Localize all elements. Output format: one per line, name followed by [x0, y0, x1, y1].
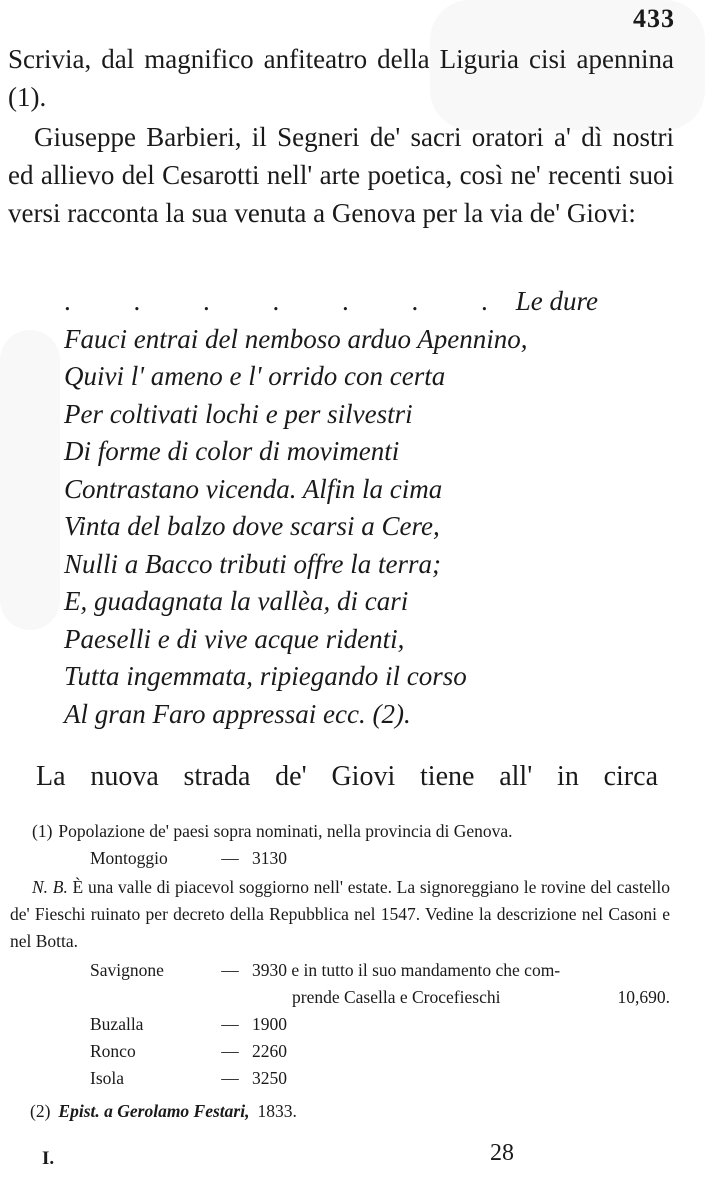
town-population: 3130	[252, 848, 287, 868]
scan-smudge	[0, 330, 60, 630]
footnote-year: 1833.	[257, 1101, 297, 1121]
footnote-marker: (2)	[30, 1101, 51, 1121]
poem-line: Paeselli e di vive acque ridenti,	[64, 623, 405, 654]
poem-line: Di forme di color di movimenti	[64, 436, 400, 466]
savignone-line-2	[90, 984, 670, 1011]
town-population: 3930 e in tutto il suo mandamento che com-	[252, 960, 561, 980]
poem-first-words: Le dure	[515, 286, 598, 316]
paragraph: Scrivia, dal magnifico anfiteatro della Liguria cisi apennina (1).	[8, 44, 674, 112]
footnote-title: Epist. a Gerolamo Festari,	[58, 1101, 250, 1121]
town-row	[10, 845, 670, 872]
town-population: 2260	[252, 1041, 287, 1061]
footnote-2	[10, 1098, 670, 1125]
nota-bene-label: N. B.	[32, 877, 68, 897]
paragraph: Giuseppe Barbieri, il Segneri de' sacri oratori a' dì nostri ed allievo del Cesarotti nell' arte poetica, così ne' recenti suoi versi racconta la sua venuta a Genova per la via de' Giovi:	[8, 122, 674, 228]
continuation-text: La nuova strada de' Giovi tiene all' in circa	[36, 761, 658, 792]
town-name: Montoggio	[90, 848, 168, 868]
poem-line: Quivi l' ameno e l' orrido con certa	[64, 361, 446, 391]
page-number: 433	[633, 4, 675, 33]
town-name: Ronco	[90, 1041, 136, 1061]
volume-signature: I.	[42, 1148, 55, 1169]
poem-line: Tutta ingemmata, ripiegando il corso	[64, 661, 467, 691]
main-text	[8, 40, 674, 232]
town-population: 1900	[252, 1014, 287, 1034]
town-row	[10, 1038, 670, 1065]
poem-quote	[64, 283, 664, 733]
poem-line: Per coltivati lochi e per silvestri	[64, 398, 413, 429]
town-dash: —	[221, 1014, 239, 1034]
poem-line: Contrastano vicenda. Alfin la cima	[64, 473, 443, 504]
town-dash: —	[221, 1068, 239, 1088]
town-name: Savignone	[90, 960, 164, 980]
footnotes	[10, 818, 670, 1125]
poem-ellipsis: . . . . . . .	[64, 286, 516, 316]
savignone-total: 10,690.	[617, 987, 670, 1007]
town-dash: —	[221, 960, 239, 980]
town-population: 3250	[252, 1068, 287, 1088]
footnote-text: Popolazione de' paesi sopra nominati, nella provincia di Genova.	[58, 821, 513, 841]
town-dash: —	[221, 848, 239, 868]
poem-line: E, guadagnata la vallèa, di cari	[64, 586, 409, 616]
poem-line: Fauci entrai del nemboso arduo Apennino,	[64, 323, 528, 354]
poem-line: Nulli a Bacco tributi offre la terra;	[64, 548, 441, 579]
town-name: Isola	[90, 1068, 125, 1088]
sheet-signature: 28	[490, 1140, 514, 1166]
footnote-1	[10, 818, 670, 845]
poem-first-line	[64, 283, 598, 321]
savignone-continuation: prende Casella e Crocefieschi	[292, 987, 501, 1007]
town-row	[10, 1065, 670, 1092]
nota-bene	[10, 874, 670, 955]
footnote-marker: (1)	[32, 821, 53, 841]
poem-line: Al gran Faro appressai ecc. (2).	[64, 698, 411, 729]
town-row-savignone	[10, 957, 670, 1011]
town-dash: —	[221, 1041, 239, 1061]
town-name: Buzalla	[90, 1014, 144, 1034]
town-row	[10, 1011, 670, 1038]
savignone-line-1	[90, 957, 670, 984]
nota-bene-text: È una valle di piacevol soggiorno nell' estate. La signoreggiano le rovine del castello de' Fieschi ruinato per decreto della Repubblica nel 1547. Vedine la descrizione nel Casoni e nel Botta.	[10, 877, 670, 951]
poem-line: Vinta del balzo dove scarsi a Cere,	[64, 511, 440, 541]
